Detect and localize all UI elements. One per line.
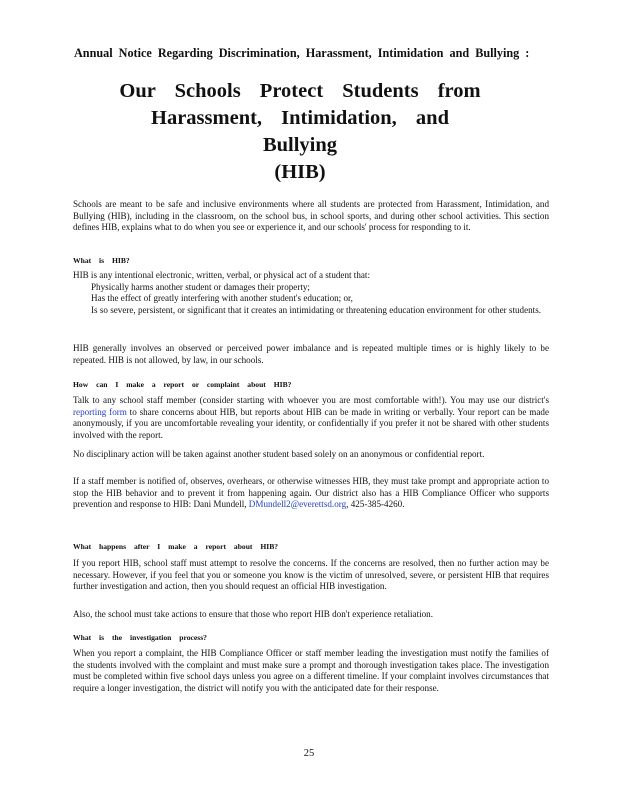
intro-paragraph [73,199,549,234]
main-title-line-1: Our Schools Protect Students from [119,80,481,102]
hib-lead-text: HIB is any intentional electronic, written, verbal, or physical act of a student that: [73,270,370,280]
report-text-after-link: to share concerns about HIB, but reports about HIB can be made in writing or verbally. Your report can be made anonymously, if you are uncomfortable revealing your identity, or confidentially if you prefer it not be shared with other students involved with the report. [73,406,549,440]
report-paragraph-3 [73,476,549,511]
heading-investigation: What is the investigation process? [73,633,207,642]
hib-summary-text: HIB generally involves an observed or perceived power imbalance and is repeated multiple times or is highly likely to be repeated. HIB is not allowed, by law, in our schools. [73,343,549,365]
report-paragraph-2 [73,449,549,461]
intro-text: Schools are meant to be safe and inclusive environments where all students are protected from Harassment, Intimidation, and Bullying (HIB), including in the classroom, on the school bus, in school sports, and during other school activities. This section defines HIB, explains what to do when you see or experience it, and our schools' process for responding to it. [73,199,549,233]
list-item [73,293,549,305]
retaliation-text: Also, the school must take actions to ensure that those who report HIB don't experience retaliation. [73,609,433,619]
hib-summary-paragraph [73,343,549,366]
main-title [80,78,520,186]
main-title-line-3: Bullying [262,134,338,156]
investigation-text: When you report a complaint, the HIB Compliance Officer or staff member leading the investigation must notify the families of the students involved with the complaint and must make sure a prompt and thorough investigation takes place. The investigation must be completed within five school days unless you agree on a different timeline. If your complaint involves circumstances that require a longer investigation, the district will notify you with the anticipated date for their response. [73,648,549,693]
compliance-officer-email-link[interactable]: DMundell2@everettsd.org [248,499,347,510]
staff-action-text: If a staff member is notified of, observes, overhears, or otherwise witnesses HIB, they must take prompt and appropriate action to stop the HIB behavior and to prevent it from happening again. Our district also has a HIB Compliance Officer who supports prevention and response to HIB: Dani Mundell, [73,476,549,510]
main-title-line-2: Harassment, Intimidation, and [151,107,449,129]
main-title-line-4: (HIB) [274,161,326,183]
after-report-text: If you report HIB, school staff must attempt to resolve the concerns. If the concerns are resolved, then no further action may be necessary. However, if you feel that you or someone you know is the victim of unresolved, severe, or persistent HIB that requires further investigation and action, then you should request an official HIB investigation. [73,558,549,592]
reporting-form-link[interactable]: reporting form [73,406,127,417]
after-report-paragraph-2 [73,609,549,621]
heading-after-report: What happens after I make a report about HIB? [73,542,279,551]
page-number: 25 [303,748,315,759]
bullet-text: Is so severe, persistent, or significant that it creates an intimidating or threatening education environment for other students. [91,304,542,315]
investigation-paragraph [73,648,549,694]
heading-make-report: How can I make a report or complaint about HIB? [73,380,292,389]
heading-what-is-hib: What is HIB? [73,256,130,265]
hib-definition [73,270,549,316]
report-text-before-link: Talk to any school staff member (consider starting with whoever you are most comfortable with!). You may use our district's [73,395,549,405]
bullet-text: Physically harms another student or damages their property; [91,281,310,292]
after-report-paragraph-1 [73,558,549,593]
notice-title: Annual Notice Regarding Discrimination, Harassment, Intimidation and Bullying : [74,46,530,60]
list-item [73,305,549,317]
bullet-text: Has the effect of greatly interfering with another student's education; or, [91,293,353,304]
report-paragraph-1 [73,395,549,441]
compliance-officer-phone: , 425-385-4260. [346,499,405,510]
list-item [73,282,549,294]
report-disciplinary-text: No disciplinary action will be taken against another student based solely on an anonymous or confidential report. [73,449,485,459]
